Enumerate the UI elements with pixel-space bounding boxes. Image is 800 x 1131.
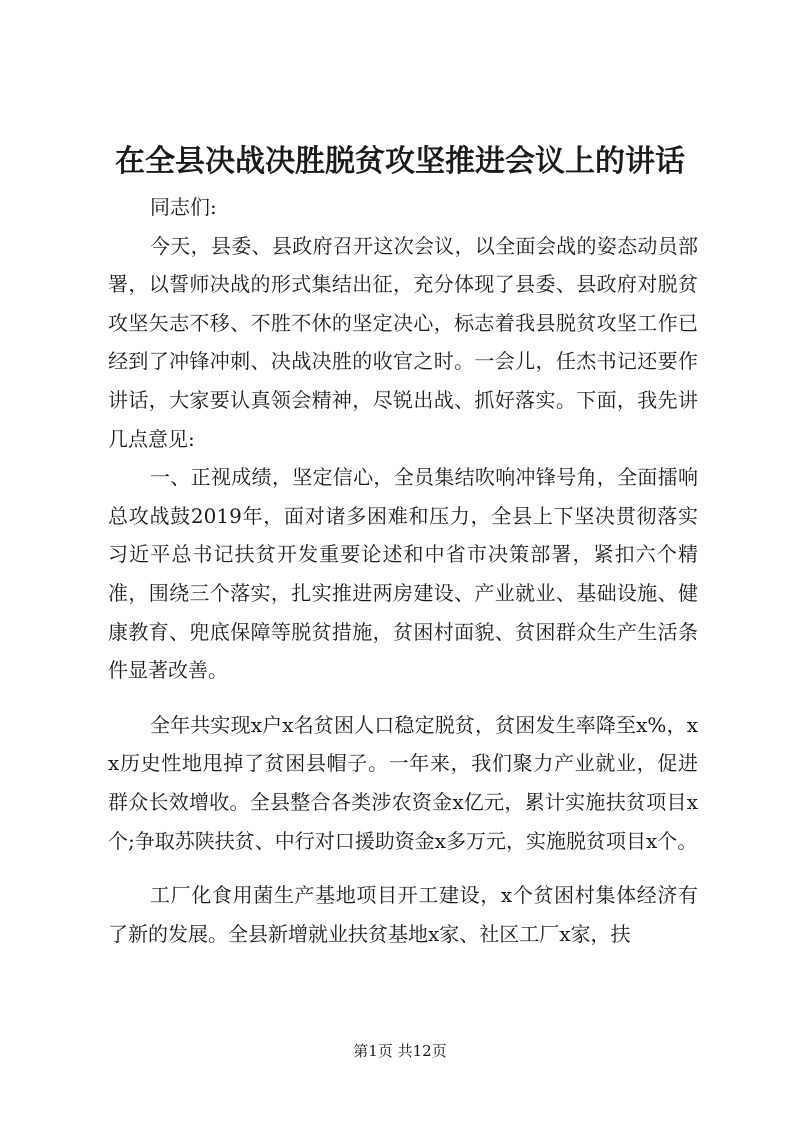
paragraph-opening: 今天，县委、县政府召开这次会议，以全面会战的姿态动员部署，以誓师决战的形式集结出征，充分体现了县委、县政府对脱贫攻坚矢志不移、不胜不休的坚定决心，标志着我县脱贫攻坚工作已经到了冲锋冲刺、决战决胜的收官之时。一会儿，任杰书记还要作讲话，大家要认真领会精神，尽锐出战、抓好落实。下面，我先讲几点意见: <box>108 233 698 451</box>
document-title: 在全县决战决胜脱贫攻坚推进会议上的讲话 <box>115 144 685 179</box>
paragraph-gap <box>108 690 698 706</box>
paragraph-section-one: 一、正视成绩，坚定信心，全员集结吹响冲锋号角，全面擂响总攻战鼓2019年，面对诸多困难和压力，全县上下坚决贯彻落实习近平总书记扶贫开发重要论述和中省市决策部署，紧扣六个精准，围绕三个落实，扎实推进两房建设、产业就业、基础设施、健康教育、兜底保障等脱贫措施，贫困村面貌、贫困群众生产生活条件显著改善。 <box>108 465 698 683</box>
paragraph-annual-results: 全年共实现x户x名贫困人口稳定脱贫，贫困发生率降至x%，xx历史性地甩掉了贫困县帽子。一年来，我们聚力产业就业，促进群众长效增收。全县整合各类涉农资金x亿元，累计实施扶贫项目x个;争取苏陕扶贫、中行对口援助资金x多万元，实施脱贫项目x个。 <box>108 712 698 853</box>
document-body <box>108 188 698 953</box>
salutation: 同志们: <box>150 195 217 219</box>
paragraph-gap <box>108 860 698 876</box>
page-number-footer: 第1页 共12页 <box>353 1042 447 1060</box>
paragraph-industry: 工厂化食用菌生产基地项目开工建设，x个贫困村集体经济有了新的发展。全县新增就业扶贫基地x家、社区工厂x家，扶 <box>108 883 698 946</box>
